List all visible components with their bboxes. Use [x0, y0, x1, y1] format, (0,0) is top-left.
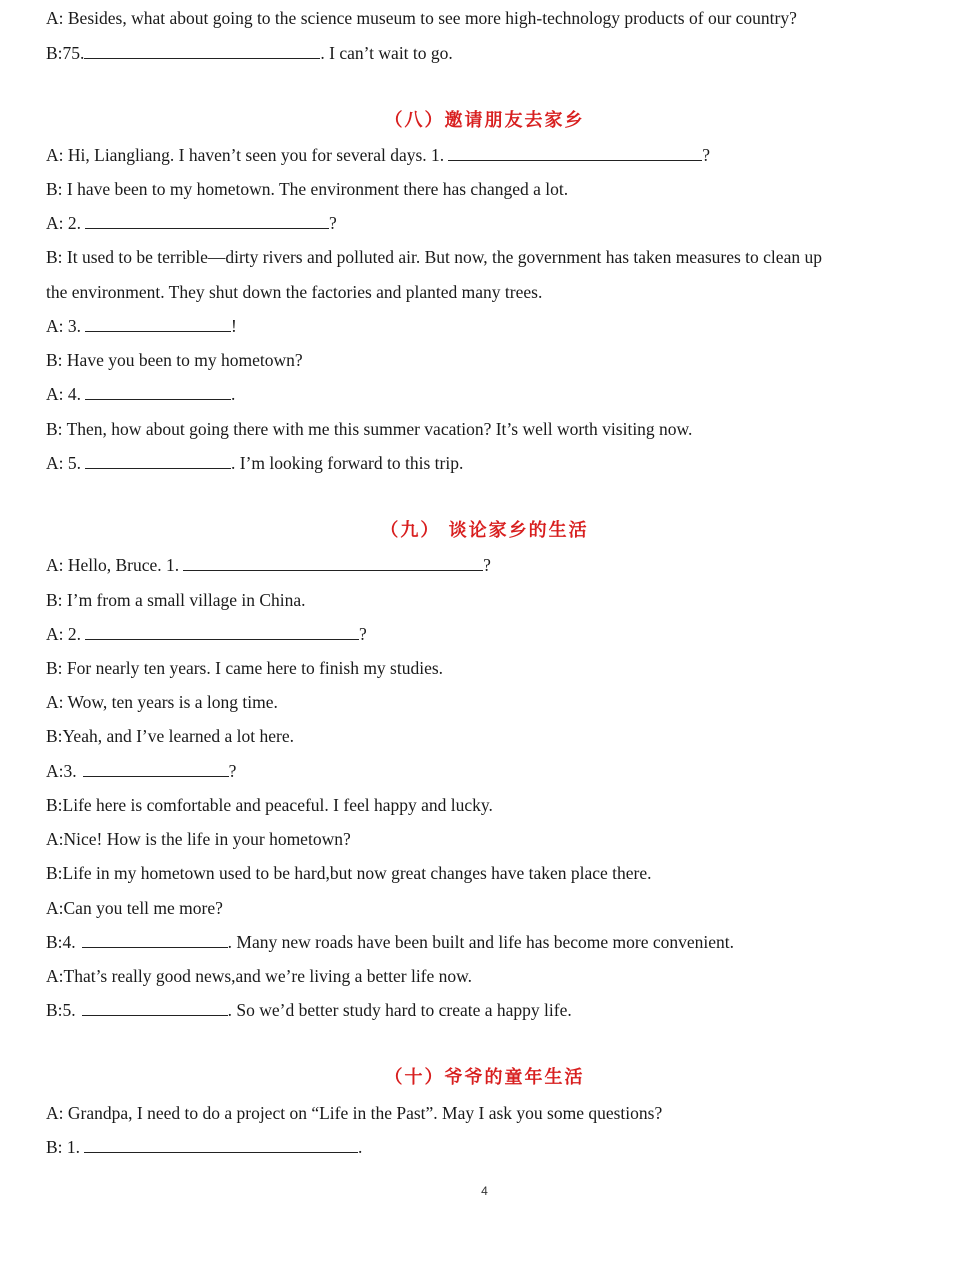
dialogue-line: [46, 691, 278, 713]
dialogue-line: [46, 349, 303, 371]
dialogue-text: . I can’t wait to go.: [320, 43, 453, 63]
dialogue-text: A: 3.: [46, 316, 81, 336]
answer-blank[interactable]: [85, 315, 231, 332]
dialogue-line: [46, 144, 710, 166]
dialogue-text: the environment. They shut down the factories and planted many trees.: [46, 282, 543, 302]
answer-blank[interactable]: [85, 623, 359, 640]
dialogue-line: [46, 42, 453, 64]
dialogue-text: A: 4.: [46, 384, 81, 404]
dialogue-text: . So we’d better study hard to create a happy life.: [227, 1000, 572, 1020]
answer-blank[interactable]: [82, 931, 228, 948]
dialogue-line: [46, 862, 652, 884]
dialogue-text: B:Yeah, and I’ve learned a lot here.: [46, 726, 294, 746]
dialogue-text: A:Nice! How is the life in your hometown?: [46, 829, 351, 849]
dialogue-line: [46, 383, 235, 405]
dialogue-text: ?: [228, 761, 237, 781]
dialogue-text: A: 2.: [46, 213, 81, 233]
dialogue-text: B: Have you been to my hometown?: [46, 350, 303, 370]
dialogue-line: [46, 828, 351, 850]
section-heading: （十）爷爷的童年生活: [384, 1067, 585, 1088]
answer-blank[interactable]: [448, 144, 702, 161]
dialogue-text: B: 1.: [46, 1137, 81, 1157]
dialogue-text: A: Wow, ten years is a long time.: [46, 692, 278, 712]
dialogue-text: A: Grandpa, I need to do a project on “Life in the Past”. May I ask you some questions?: [46, 1103, 663, 1123]
dialogue-line: [46, 1136, 362, 1158]
dialogue-text: ?: [359, 624, 367, 644]
dialogue-text: B:Life in my hometown used to be hard,but now great changes have taken place there.: [46, 863, 652, 883]
dialogue-text: B: I’m from a small village in China.: [46, 590, 306, 610]
dialogue-line: [46, 657, 443, 679]
dialogue-text: A:3.: [46, 761, 77, 781]
answer-blank[interactable]: [84, 42, 320, 59]
dialogue-line: [46, 452, 463, 474]
dialogue-text: A: 2.: [46, 624, 81, 644]
dialogue-line: [46, 212, 337, 234]
dialogue-line: [46, 999, 572, 1021]
dialogue-text: B: It used to be terrible—dirty rivers and polluted air. But now, the government has taken measures to clean up: [46, 247, 822, 267]
dialogue-text: ?: [329, 213, 337, 233]
answer-blank[interactable]: [85, 212, 329, 229]
dialogue-text: B:75.: [46, 43, 85, 63]
dialogue-text: !: [231, 316, 237, 336]
dialogue-line: [46, 1102, 662, 1124]
answer-blank[interactable]: [183, 554, 483, 571]
dialogue-line: [46, 623, 367, 645]
dialogue-text: A: 5.: [46, 453, 81, 473]
dialogue-text: A:That’s really good news,and we’re living a better life now.: [46, 966, 473, 986]
dialogue-text: ?: [483, 555, 491, 575]
dialogue-text: B: For nearly ten years. I came here to finish my studies.: [46, 658, 444, 678]
dialogue-text: . I’m looking forward to this trip.: [231, 453, 464, 473]
dialogue-line: [46, 794, 493, 816]
dialogue-line: [46, 760, 236, 782]
dialogue-text: B:Life here is comfortable and peaceful. I feel happy and lucky.: [46, 795, 493, 815]
dialogue-line: [46, 589, 306, 611]
dialogue-text: A: Hello, Bruce. 1.: [46, 555, 180, 575]
dialogue-line: [46, 7, 797, 29]
dialogue-text: B:5.: [46, 1000, 76, 1020]
dialogue-line: [46, 931, 734, 953]
page-number: 4: [481, 1184, 488, 1198]
answer-blank[interactable]: [82, 999, 228, 1016]
answer-blank[interactable]: [83, 760, 229, 777]
dialogue-text: A: Hi, Liangliang. I haven’t seen you for several days. 1.: [46, 145, 445, 165]
dialogue-text: .: [231, 384, 236, 404]
dialogue-text: B: Then, how about going there with me this summer vacation? It’s well worth visiting now.: [46, 419, 693, 439]
dialogue-line: [46, 315, 237, 337]
dialogue-line: [46, 418, 692, 440]
answer-blank[interactable]: [85, 452, 231, 469]
dialogue-text: B: I have been to my hometown. The environment there has changed a lot.: [46, 179, 569, 199]
dialogue-line: [46, 554, 491, 576]
dialogue-line: [46, 725, 294, 747]
dialogue-text: ?: [702, 145, 710, 165]
dialogue-line: [46, 178, 568, 200]
dialogue-text: A: Besides, what about going to the science museum to see more high-technology products of our country?: [46, 8, 797, 28]
dialogue-line: [46, 897, 223, 919]
dialogue-line: [46, 246, 822, 268]
dialogue-line: [46, 281, 542, 303]
answer-blank[interactable]: [85, 383, 231, 400]
dialogue-text: . Many new roads have been built and life has become more convenient.: [227, 932, 735, 952]
answer-blank[interactable]: [84, 1136, 358, 1153]
dialogue-text: .: [358, 1137, 363, 1157]
dialogue-line: [46, 965, 472, 987]
section-heading: （八）邀请朋友去家乡: [384, 110, 585, 131]
dialogue-text: A:Can you tell me more?: [46, 898, 223, 918]
section-heading: （九） 谈论家乡的生活: [380, 520, 589, 541]
dialogue-text: B:4.: [46, 932, 76, 952]
